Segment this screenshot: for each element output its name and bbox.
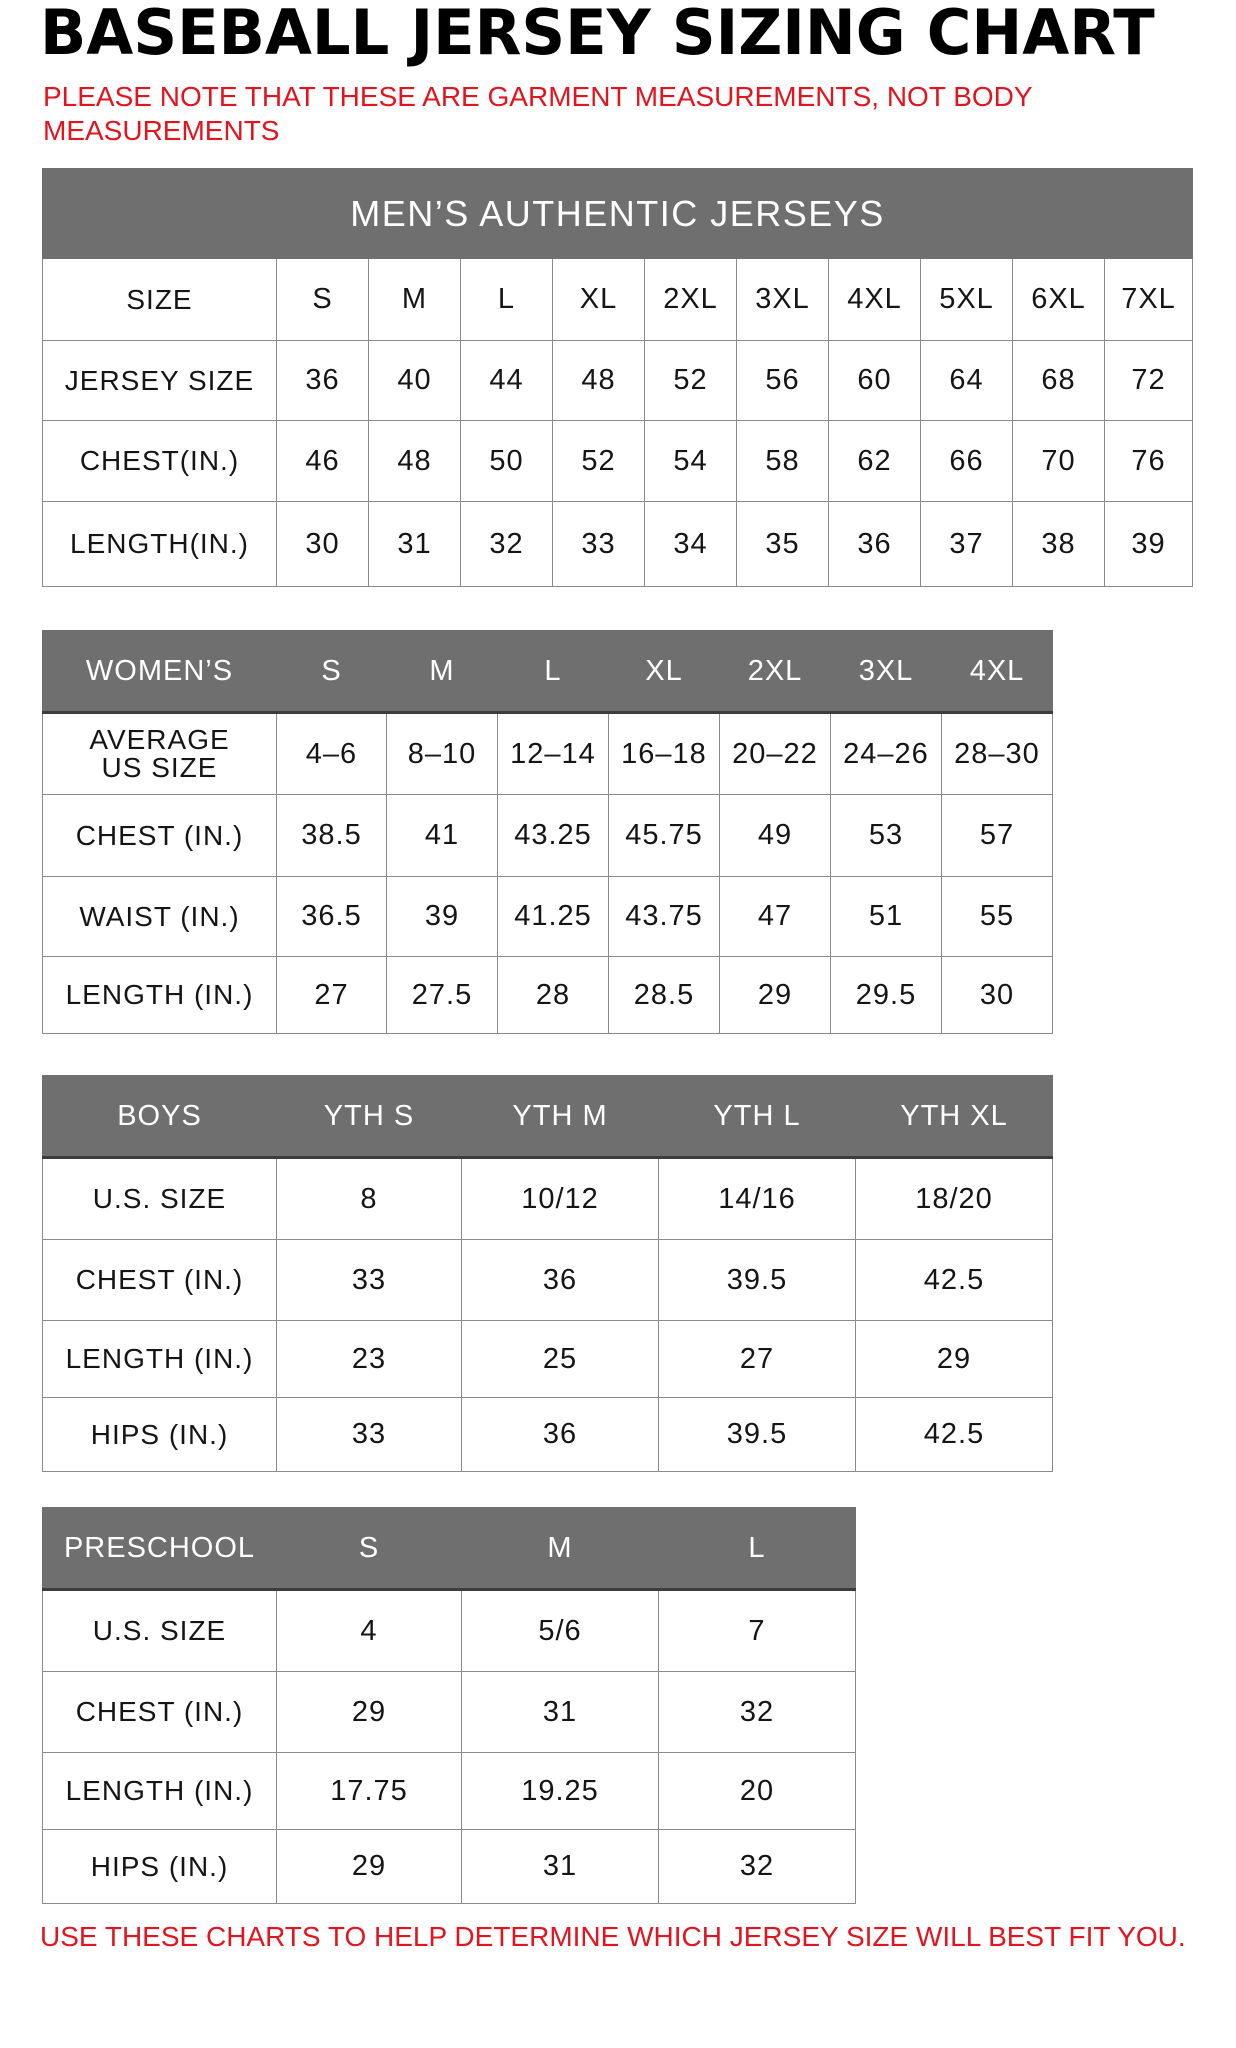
table-cell: 32 bbox=[659, 1830, 856, 1904]
boys-size-header: YTH M bbox=[462, 1076, 659, 1158]
men-size-header: 7XL bbox=[1105, 259, 1193, 341]
table-row bbox=[43, 1398, 1053, 1472]
table-cell: 41 bbox=[387, 795, 498, 877]
table-cell: 62 bbox=[829, 421, 921, 502]
table-cell: 31 bbox=[462, 1672, 659, 1753]
pre-size-header: M bbox=[462, 1508, 659, 1590]
table-cell: 31 bbox=[462, 1830, 659, 1904]
table-cell: 51 bbox=[831, 877, 942, 957]
table-cell: 36.5 bbox=[277, 877, 387, 957]
row-label: LENGTH(IN.) bbox=[43, 502, 277, 587]
garment-measurement-note: PLEASE NOTE THAT THESE ARE GARMENT MEASUREMENTS, NOT BODY MEASUREMENTS bbox=[43, 81, 1033, 146]
row-label: HIPS (IN.) bbox=[43, 1830, 277, 1904]
table-row bbox=[43, 502, 1193, 587]
table-cell: 39 bbox=[1105, 502, 1193, 587]
table-row bbox=[43, 957, 1053, 1034]
women-size-header: M bbox=[387, 631, 498, 713]
table-cell: 43.75 bbox=[609, 877, 720, 957]
table-cell: 29.5 bbox=[831, 957, 942, 1034]
table-cell: 52 bbox=[553, 421, 645, 502]
table-cell: 42.5 bbox=[856, 1240, 1053, 1321]
table-row bbox=[43, 1590, 856, 1672]
table-cell: 4–6 bbox=[277, 713, 387, 795]
men-size-header: 4XL bbox=[829, 259, 921, 341]
womens-sizing-table bbox=[42, 630, 1053, 1034]
women-size-header: 3XL bbox=[831, 631, 942, 713]
men-size-header: 2XL bbox=[645, 259, 737, 341]
table-cell: 72 bbox=[1105, 341, 1193, 421]
table-cell: 27.5 bbox=[387, 957, 498, 1034]
preschool-header-label: PRESCHOOL bbox=[43, 1508, 277, 1590]
pre-size-header: S bbox=[277, 1508, 462, 1590]
men-size-header: 3XL bbox=[737, 259, 829, 341]
table-cell: 38.5 bbox=[277, 795, 387, 877]
mens-table-banner: MEN’S AUTHENTIC JERSEYS bbox=[43, 169, 1193, 259]
table-cell: 68 bbox=[1013, 341, 1105, 421]
table-cell: 36 bbox=[462, 1398, 659, 1472]
table-cell: 46 bbox=[277, 421, 369, 502]
table-row bbox=[43, 1753, 856, 1830]
row-label: CHEST (IN.) bbox=[43, 1240, 277, 1321]
table-cell: 30 bbox=[942, 957, 1053, 1034]
table-cell: 29 bbox=[720, 957, 831, 1034]
table-cell: 39.5 bbox=[659, 1240, 856, 1321]
men-size-header: 6XL bbox=[1013, 259, 1105, 341]
table-row bbox=[43, 421, 1193, 502]
table-cell: 43.25 bbox=[498, 795, 609, 877]
table-cell: 42.5 bbox=[856, 1398, 1053, 1472]
table-cell: 8 bbox=[277, 1158, 462, 1240]
table-cell: 37 bbox=[921, 502, 1013, 587]
table-cell: 10/12 bbox=[462, 1158, 659, 1240]
table-cell: 38 bbox=[1013, 502, 1105, 587]
table-row bbox=[43, 1158, 1053, 1240]
table-cell: 35 bbox=[737, 502, 829, 587]
table-cell: 49 bbox=[720, 795, 831, 877]
men-size-header: M bbox=[369, 259, 461, 341]
table-cell: 28.5 bbox=[609, 957, 720, 1034]
table-cell: 52 bbox=[645, 341, 737, 421]
table-cell: 30 bbox=[277, 502, 369, 587]
boys-header-label: BOYS bbox=[43, 1076, 277, 1158]
women-size-header: 2XL bbox=[720, 631, 831, 713]
row-label: CHEST (IN.) bbox=[43, 795, 277, 877]
table-row bbox=[43, 877, 1053, 957]
row-label: LENGTH (IN.) bbox=[43, 1321, 277, 1398]
table-cell: 47 bbox=[720, 877, 831, 957]
table-cell: 76 bbox=[1105, 421, 1193, 502]
table-cell: 17.75 bbox=[277, 1753, 462, 1830]
women-size-header: S bbox=[277, 631, 387, 713]
table-cell: 31 bbox=[369, 502, 461, 587]
row-label: U.S. SIZE bbox=[43, 1158, 277, 1240]
table-cell: 27 bbox=[659, 1321, 856, 1398]
table-cell: 19.25 bbox=[462, 1753, 659, 1830]
table-cell: 8–10 bbox=[387, 713, 498, 795]
men-size-header: XL bbox=[553, 259, 645, 341]
row-label: LENGTH (IN.) bbox=[43, 957, 277, 1034]
page-title: BASEBALL JERSEY SIZING CHART bbox=[40, 0, 1155, 69]
table-cell: 45.75 bbox=[609, 795, 720, 877]
boys-sizing-table bbox=[42, 1075, 1053, 1472]
mens-size-header-label: SIZE bbox=[43, 259, 277, 341]
table-cell: 48 bbox=[553, 341, 645, 421]
table-cell: 32 bbox=[461, 502, 553, 587]
pre-size-header: L bbox=[659, 1508, 856, 1590]
mens-sizing-table bbox=[42, 168, 1193, 587]
table-cell: 16–18 bbox=[609, 713, 720, 795]
table-cell: 24–26 bbox=[831, 713, 942, 795]
table-cell: 39 bbox=[387, 877, 498, 957]
table-cell: 18/20 bbox=[856, 1158, 1053, 1240]
row-label: CHEST(IN.) bbox=[43, 421, 277, 502]
men-size-header: S bbox=[277, 259, 369, 341]
table-cell: 20–22 bbox=[720, 713, 831, 795]
table-row bbox=[43, 1240, 1053, 1321]
boys-size-header: YTH S bbox=[277, 1076, 462, 1158]
table-cell: 28 bbox=[498, 957, 609, 1034]
table-cell: 44 bbox=[461, 341, 553, 421]
boys-size-header: YTH XL bbox=[856, 1076, 1053, 1158]
row-label: LENGTH (IN.) bbox=[43, 1753, 277, 1830]
table-cell: 5/6 bbox=[462, 1590, 659, 1672]
table-cell: 7 bbox=[659, 1590, 856, 1672]
table-cell: 55 bbox=[942, 877, 1053, 957]
women-size-header: XL bbox=[609, 631, 720, 713]
row-label: HIPS (IN.) bbox=[43, 1398, 277, 1472]
boys-size-header: YTH L bbox=[659, 1076, 856, 1158]
table-cell: 70 bbox=[1013, 421, 1105, 502]
table-cell: 34 bbox=[645, 502, 737, 587]
table-cell: 58 bbox=[737, 421, 829, 502]
table-row bbox=[43, 1672, 856, 1753]
table-cell: 12–14 bbox=[498, 713, 609, 795]
table-cell: 32 bbox=[659, 1672, 856, 1753]
table-cell: 40 bbox=[369, 341, 461, 421]
table-cell: 4 bbox=[277, 1590, 462, 1672]
table-cell: 23 bbox=[277, 1321, 462, 1398]
table-cell: 28–30 bbox=[942, 713, 1053, 795]
table-cell: 20 bbox=[659, 1753, 856, 1830]
row-label: CHEST (IN.) bbox=[43, 1672, 277, 1753]
table-row bbox=[43, 1830, 856, 1904]
table-cell: 29 bbox=[277, 1830, 462, 1904]
table-cell: 57 bbox=[942, 795, 1053, 877]
women-size-header: L bbox=[498, 631, 609, 713]
men-size-header: 5XL bbox=[921, 259, 1013, 341]
table-cell: 54 bbox=[645, 421, 737, 502]
table-cell: 56 bbox=[737, 341, 829, 421]
row-label: AVERAGE US SIZE bbox=[43, 713, 277, 795]
table-cell: 33 bbox=[277, 1398, 462, 1472]
table-cell: 25 bbox=[462, 1321, 659, 1398]
women-size-header: 4XL bbox=[942, 631, 1053, 713]
table-row bbox=[43, 795, 1053, 877]
table-cell: 29 bbox=[856, 1321, 1053, 1398]
fit-guidance-note: USE THESE CHARTS TO HELP DETERMINE WHICH JERSEY SIZE WILL BEST FIT YOU. bbox=[40, 1921, 1186, 1952]
table-cell: 36 bbox=[462, 1240, 659, 1321]
table-cell: 53 bbox=[831, 795, 942, 877]
table-cell: 48 bbox=[369, 421, 461, 502]
men-size-header: L bbox=[461, 259, 553, 341]
table-cell: 36 bbox=[277, 341, 369, 421]
table-cell: 60 bbox=[829, 341, 921, 421]
preschool-sizing-table bbox=[42, 1507, 856, 1904]
table-row bbox=[43, 713, 1053, 795]
table-cell: 29 bbox=[277, 1672, 462, 1753]
table-cell: 14/16 bbox=[659, 1158, 856, 1240]
table-row bbox=[43, 341, 1193, 421]
table-cell: 41.25 bbox=[498, 877, 609, 957]
table-cell: 39.5 bbox=[659, 1398, 856, 1472]
womens-header-label: WOMEN’S bbox=[43, 631, 277, 713]
table-cell: 50 bbox=[461, 421, 553, 502]
table-row bbox=[43, 1321, 1053, 1398]
row-label: JERSEY SIZE bbox=[43, 341, 277, 421]
table-cell: 64 bbox=[921, 341, 1013, 421]
table-cell: 33 bbox=[553, 502, 645, 587]
row-label: WAIST (IN.) bbox=[43, 877, 277, 957]
table-cell: 33 bbox=[277, 1240, 462, 1321]
row-label: U.S. SIZE bbox=[43, 1590, 277, 1672]
table-cell: 66 bbox=[921, 421, 1013, 502]
table-cell: 36 bbox=[829, 502, 921, 587]
table-cell: 27 bbox=[277, 957, 387, 1034]
